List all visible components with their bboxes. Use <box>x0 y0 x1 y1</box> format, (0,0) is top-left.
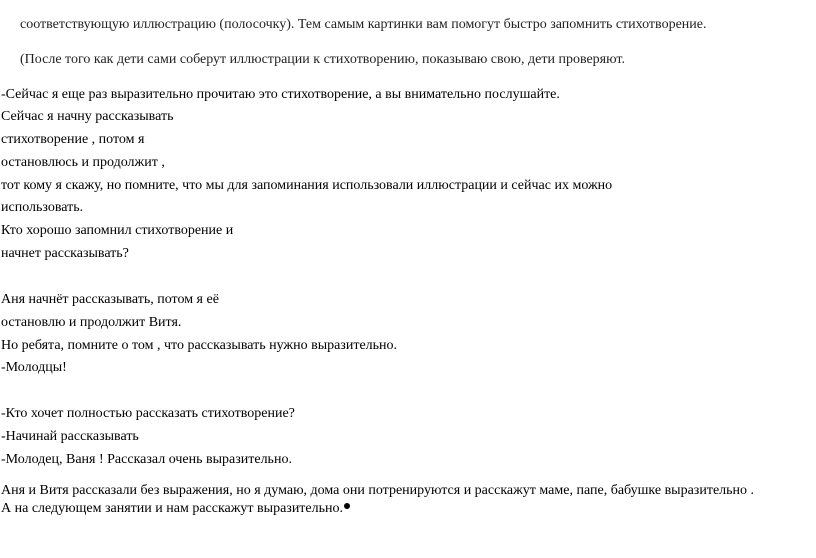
block1-line-7: Кто хорошо запомнил стихотворение и <box>1 223 234 238</box>
block2-line-3: Но ребята, помните о том , что рассказывать нужно выразительно. <box>1 338 398 353</box>
block2-line-2: остановлю и продолжит Витя. <box>1 315 182 330</box>
block1-line-6: использовать. <box>1 200 84 215</box>
block3-line-1: -Кто хочет полностью рассказать стихотворение? <box>1 406 295 421</box>
block1-line-2: Сейчас я начну рассказывать <box>1 109 174 124</box>
block4-line-2 <box>1 500 350 518</box>
block4-line-2-text: А на следующем занятии и нам расскажут выразительно. <box>1 501 344 516</box>
block4-line-1: Аня и Витя рассказали без выражения, но я думаю, дома они потренируются и расскажут маме, папе, бабушке выразительно . <box>1 483 755 498</box>
block1-line-8: начнет рассказывать? <box>1 246 129 261</box>
block1-line-3: стихотворение , потом я <box>1 132 145 147</box>
block1-line-5: тот кому я скажу, но помните, что мы для запоминания использовали иллюстрации и сейчас их можно <box>1 178 613 193</box>
block1-line-4: остановлюсь и продолжит , <box>1 155 165 170</box>
block2-line-1: Аня начнёт рассказывать, потом я её <box>1 292 219 307</box>
block3-line-2: -Начинай рассказывать <box>1 429 139 444</box>
intro-line-2: (После того как дети сами соберут иллюстрации к стихотворению, показываю свою, дети проверяют. <box>20 52 625 67</box>
bullet-dot-icon <box>344 503 350 509</box>
intro-line-1: соответствующую иллюстрацию (полосочку). Тем самым картинки вам помогут быстро запомнить стихотворение. <box>20 17 707 32</box>
block2-line-4: -Молодцы! <box>1 360 67 375</box>
block1-line-1: -Сейчас я еще раз выразительно прочитаю это стихотворение, а вы внимательно послушайте. <box>1 87 560 102</box>
block3-line-3: -Молодец, Ваня ! Рассказал очень выразительно. <box>1 452 292 467</box>
